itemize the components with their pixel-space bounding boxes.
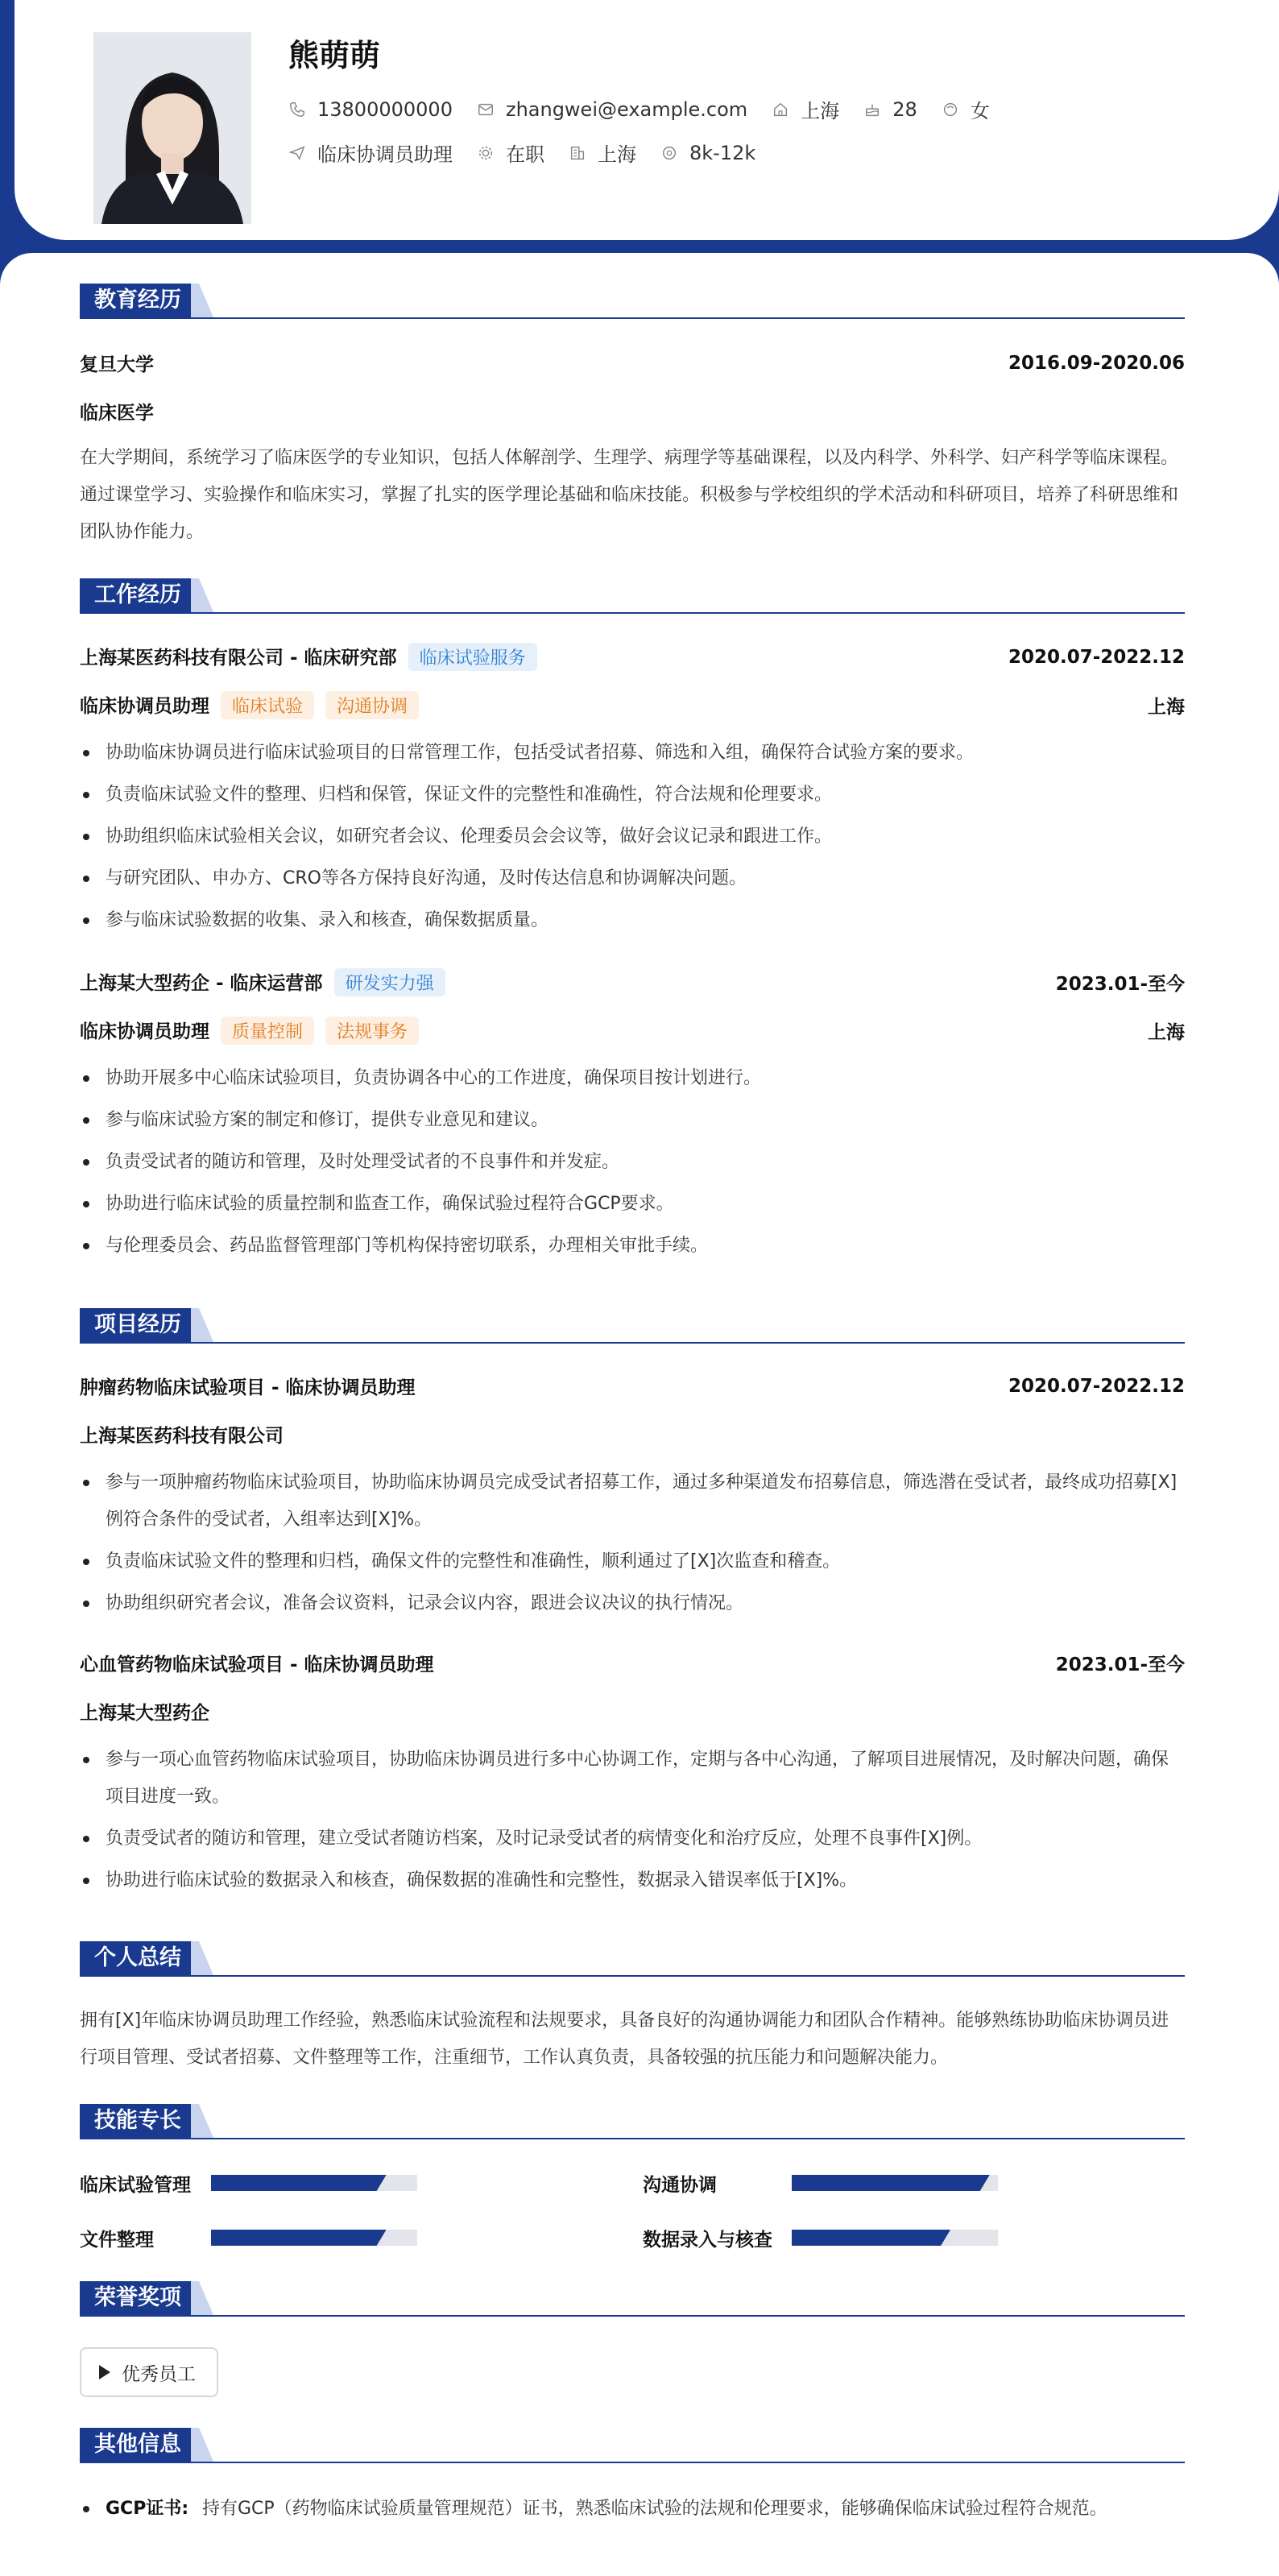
list-item: 协助临床协调员进行临床试验项目的日常管理工作，包括受试者招募、筛选和入组，确保符合试验方案的要求。 [80, 735, 1185, 772]
target-job-value: 临床协调员助理 [317, 143, 453, 166]
skill-item [643, 2225, 772, 2251]
section-skills [80, 2104, 1185, 2139]
phone-icon [288, 101, 306, 118]
city-value: 上海 [801, 100, 840, 122]
skill-bar-fill [211, 2230, 387, 2246]
education-period: 2016.09-2020.06 [1008, 352, 1185, 374]
work-2-role-row [80, 1017, 1185, 1045]
other-value: 持有GCP（药物临床试验质量管理规范）证书，熟悉临床试验的法规和伦理要求，能够确保临床试验过程符合规范。 [202, 2499, 1107, 2519]
list-item: 与伦理委员会、药品监督管理部门等机构保持密切联系，办理相关审批手续。 [80, 1228, 1185, 1265]
list-item: 负责临床试验文件的整理、归档和保管，保证文件的完整性和准确性，符合法规和伦理要求。 [80, 777, 1185, 814]
education-header [80, 350, 1185, 376]
section-tail-decoration [191, 1941, 220, 1975]
list-item: 参与临床试验数据的收集、录入和核查，确保数据质量。 [80, 902, 1185, 939]
project-2-org-row [80, 1698, 1185, 1725]
mail-icon [477, 101, 495, 118]
company-tag: 临床试验服务 [408, 643, 537, 671]
project-period: 2020.07-2022.12 [1008, 1375, 1185, 1397]
section-title-text: 项目经历 [80, 1308, 196, 1342]
list-item: 参与一项肿瘤药物临床试验项目，协助临床协调员完成受试者招募工作，通过多种渠道发布招募信息，筛选潜在受试者，最终成功招募[X]例符合条件的受试者，入组率达到[X]%。 [80, 1464, 1185, 1539]
gear-icon [477, 144, 495, 162]
skill-bar-fill [211, 2175, 387, 2191]
other-item [80, 2491, 1185, 2565]
target-city-item [569, 139, 636, 167]
section-title-text: 技能专长 [80, 2104, 196, 2138]
list-item: 协助组织临床试验相关会议，如研究者会议、伦理委员会会议等，做好会议记录和跟进工作。 [80, 818, 1185, 855]
skill-name: 临床试验管理 [80, 2175, 191, 2196]
section-title-text: 其他信息 [80, 2428, 196, 2462]
list-item: 协助开展多中心临床试验项目，负责协调各中心的工作进度，确保项目按计划进行。 [80, 1060, 1185, 1097]
intent-row [288, 139, 780, 167]
work-company-line [80, 643, 537, 671]
building-icon [569, 144, 586, 162]
skill-bar [792, 2230, 998, 2246]
skill-item [643, 2170, 717, 2197]
skill-name: 文件整理 [80, 2230, 154, 2251]
project-1-bullets [80, 1464, 1185, 1627]
skill-item [80, 2225, 154, 2251]
skill-bar [211, 2175, 417, 2191]
project-1-header [80, 1373, 1185, 1399]
education-major-row [80, 398, 1185, 425]
skill-name: 数据录入与核查 [643, 2230, 772, 2251]
section-tail-decoration [191, 284, 220, 317]
home-icon [772, 101, 789, 118]
salary-value: 8k-12k [689, 141, 756, 164]
skill-bar [792, 2175, 998, 2191]
list-item: 负责临床试验文件的整理和归档，确保文件的完整性和准确性，顺利通过了[X]次监查和稽查。 [80, 1543, 1185, 1580]
project-org: 上海某医药科技有限公司 [80, 1426, 284, 1447]
section-projects [80, 1308, 1185, 1344]
work-1-header [80, 643, 1185, 671]
play-icon [99, 2365, 110, 2379]
project-period: 2023.01-至今 [1055, 1655, 1185, 1675]
work-period: 2023.01-至今 [1055, 974, 1185, 995]
profile-photo [93, 32, 251, 224]
project-1-org-row [80, 1421, 1185, 1447]
project-org: 上海某大型药企 [80, 1703, 209, 1724]
section-title-text: 个人总结 [80, 1941, 196, 1975]
role-tag: 沟通协调 [325, 691, 419, 719]
section-tail-decoration [191, 2428, 220, 2462]
education-description: 在大学期间，系统学习了临床医学的专业知识，包括人体解剖学、生理学、病理学等基础课程，以及内科学、外科学、妇产科学等临床课程。通过课堂学习、实验操作和临床实习，掌握了扎实的医学理论基础和临床技能。积极参与学校组织的学术活动和科研项目，培养了科研思维和团队协作能力。 [80, 448, 1179, 542]
contact-row [288, 95, 1014, 123]
role-tag: 法规事务 [325, 1017, 419, 1045]
role-tag: 质量控制 [221, 1017, 314, 1045]
major-name: 临床医学 [80, 403, 154, 424]
project-title: 心血管药物临床试验项目 - 临床协调员助理 [80, 1655, 434, 1675]
gender-item [942, 95, 990, 123]
list-item: 负责受试者的随访和管理，建立受试者随访档案，及时记录受试者的病情变化和治疗反应，处理不良事件[X]例。 [80, 1820, 1185, 1857]
role-tag: 临床试验 [221, 691, 314, 719]
section-awards [80, 2281, 1185, 2317]
work-company: 上海某大型药企 - 临床运营部 [80, 973, 323, 994]
section-other [80, 2428, 1185, 2463]
list-item: 参与临床试验方案的制定和修订，提供专业意见和建议。 [80, 1102, 1185, 1139]
section-summary [80, 1941, 1185, 1977]
cake-icon [863, 101, 881, 118]
other-label: GCP证书: [106, 2499, 189, 2519]
work-location: 上海 [1148, 697, 1185, 718]
send-icon [288, 144, 306, 162]
gender-icon [942, 101, 959, 118]
work-role-line [80, 1017, 419, 1045]
project-2-header [80, 1650, 1185, 1676]
summary-text: 拥有[X]年临床协调员助理工作经验，熟悉临床试验流程和法规要求，具备良好的沟通协调能力和团队合作精神。能够熟练协助临床协调员进行项目管理、受试者招募、文件整理等工作，注重细节，工作认真负责，具备较强的抗压能力和问题解决能力。 [80, 2011, 1169, 2068]
school-name: 复旦大学 [80, 354, 154, 375]
bullet-dot [83, 2506, 89, 2512]
gender-value: 女 [970, 100, 990, 122]
age-value: 28 [892, 97, 917, 121]
target-city-value: 上海 [598, 143, 636, 166]
project-2-bullets [80, 1741, 1185, 1904]
section-tail-decoration [191, 2104, 220, 2138]
work-period: 2020.07-2022.12 [1008, 646, 1185, 668]
phone-item [288, 98, 453, 121]
age-item [863, 98, 917, 121]
candidate-name: 熊萌萌 [288, 38, 381, 73]
section-title-text: 教育经历 [80, 284, 196, 317]
section-tail-decoration [191, 2281, 220, 2315]
work-2-header [80, 968, 1185, 996]
project-title: 肿瘤药物临床试验项目 - 临床协调员助理 [80, 1377, 416, 1398]
list-item: 与研究团队、申办方、CRO等各方保持良好沟通，及时传达信息和协调解决问题。 [80, 860, 1185, 897]
work-role: 临床协调员助理 [80, 1021, 209, 1042]
skill-bar [211, 2230, 417, 2246]
section-tail-decoration [191, 578, 220, 612]
section-title-text: 荣誉奖项 [80, 2281, 196, 2315]
skill-bar-fill [792, 2230, 950, 2246]
work-2-bullets [80, 1060, 1185, 1269]
company-tag: 研发实力强 [334, 968, 445, 996]
email-item [477, 98, 747, 121]
target-job-item [288, 139, 453, 167]
profile-header [14, 0, 1279, 240]
email-value: zhangwei@example.com [505, 97, 748, 121]
list-item: 参与一项心血管药物临床试验项目，协助临床协调员进行多中心协调工作，定期与各中心沟通，了解项目进展情况，及时解决问题，确保项目进度一致。 [80, 1741, 1185, 1816]
section-tail-decoration [191, 1308, 220, 1342]
section-title-text: 工作经历 [80, 578, 196, 612]
salary-item [660, 142, 755, 164]
skill-name: 沟通协调 [643, 2175, 717, 2196]
section-education [80, 284, 1185, 319]
status-value: 在职 [506, 143, 544, 166]
work-company-line [80, 968, 445, 996]
section-work [80, 578, 1185, 614]
phone-value: 13800000000 [317, 97, 453, 121]
list-item: 负责受试者的随访和管理，及时处理受试者的不良事件和并发症。 [80, 1144, 1185, 1181]
work-role-line [80, 691, 419, 719]
work-1-bullets [80, 735, 1185, 944]
skill-item [80, 2170, 191, 2197]
list-item: 协助组织研究者会议，准备会议资料，记录会议内容，跟进会议决议的执行情况。 [80, 1585, 1185, 1622]
coin-icon [660, 144, 678, 162]
work-company: 上海某医药科技有限公司 - 临床研究部 [80, 648, 397, 669]
work-role: 临床协调员助理 [80, 696, 209, 717]
skill-bar-fill [792, 2175, 990, 2191]
award-chip[interactable] [80, 2347, 218, 2397]
list-item: 协助进行临床试验的质量控制和监查工作，确保试验过程符合GCP要求。 [80, 1186, 1185, 1223]
work-1-role-row [80, 691, 1185, 719]
city-item [772, 95, 839, 123]
award-name: 优秀员工 [122, 2363, 196, 2385]
status-item [477, 139, 544, 167]
work-location: 上海 [1148, 1022, 1185, 1043]
list-item: 协助进行临床试验的数据录入和核查，确保数据的准确性和完整性，数据录入错误率低于[X]%。 [80, 1862, 1185, 1899]
